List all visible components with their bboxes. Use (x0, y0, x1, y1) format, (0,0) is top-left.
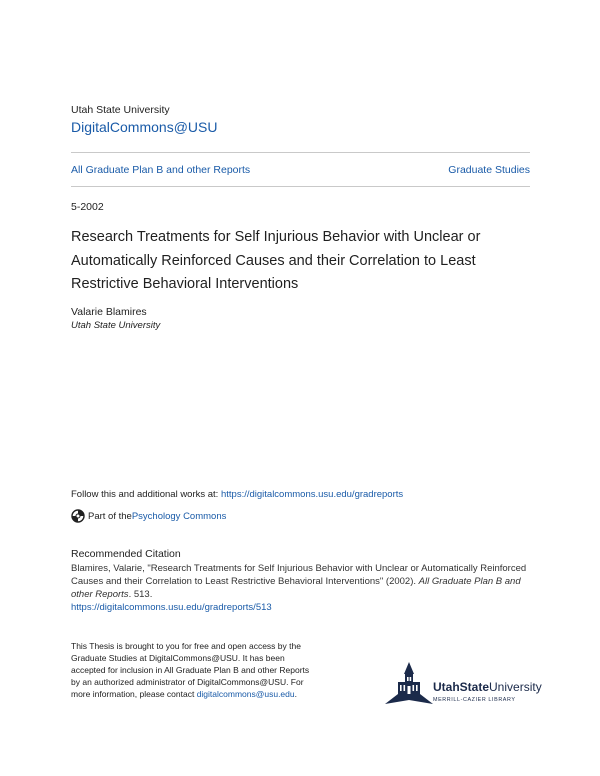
follow-line (71, 489, 403, 500)
part-prefix: Part of the (88, 510, 132, 522)
contact-email-link[interactable]: digitalcommons@usu.edu (196, 689, 295, 699)
institution-name: Utah State University (71, 104, 170, 116)
publication-date: 5-2002 (71, 201, 104, 213)
citation-url-link[interactable]: https://digitalcommons.usu.edu/gradreports/513 (71, 602, 272, 613)
access-text: This Thesis is brought to you for free and open access by the Graduate Studies at DigitalCommons@USU. It has been accepted for inclusion in All Graduate Plan B and other Reports by an authorized administrator of DigitalCommons@USU. For more information, please contact (71, 641, 310, 699)
follow-prefix: Follow this and additional works at: (71, 489, 221, 500)
access-notice (71, 640, 311, 700)
series-link[interactable]: All Graduate Plan B and other Reports (71, 164, 251, 176)
citation-main: Blamires, Valarie, "Research Treatments for Self Injurious Behavior with Unclear or Automatically Reinforced Causes and their Correlation to Least Restrictive Behavioral Interventions" (2002). (71, 563, 527, 587)
citation-suffix: . 513. (128, 589, 153, 600)
part-of-line (71, 509, 226, 523)
document-title: Research Treatments for Self Injurious Behavior with Unclear or Automatically Reinforced Causes and their Correlation to Least Restrictive Behavioral Interventions (71, 229, 481, 292)
department-link[interactable]: Graduate Studies (448, 164, 530, 176)
usu-library-logo (385, 660, 542, 710)
author-affiliation: Utah State University (71, 320, 161, 331)
access-suffix: . (294, 689, 297, 699)
divider-bottom (71, 186, 530, 187)
author-name: Valarie Blamires (71, 306, 147, 318)
repository-link[interactable]: DigitalCommons@USU (71, 119, 218, 135)
logo-subtitle: MERRILL-CAZIER LIBRARY (433, 697, 516, 703)
citation-text (71, 562, 541, 614)
old-main-building-icon (385, 662, 433, 704)
follow-url-link[interactable]: https://digitalcommons.usu.edu/gradreports (220, 489, 404, 500)
divider-top (71, 152, 530, 153)
psychology-commons-link[interactable]: Psychology Commons (131, 510, 227, 522)
logo-wordmark: UtahStateUniversity (433, 680, 542, 694)
recommended-citation-heading: Recommended Citation (71, 548, 181, 560)
network-commons-icon (71, 509, 85, 523)
citation-series: All Graduate Plan B and other Reports (71, 576, 521, 600)
